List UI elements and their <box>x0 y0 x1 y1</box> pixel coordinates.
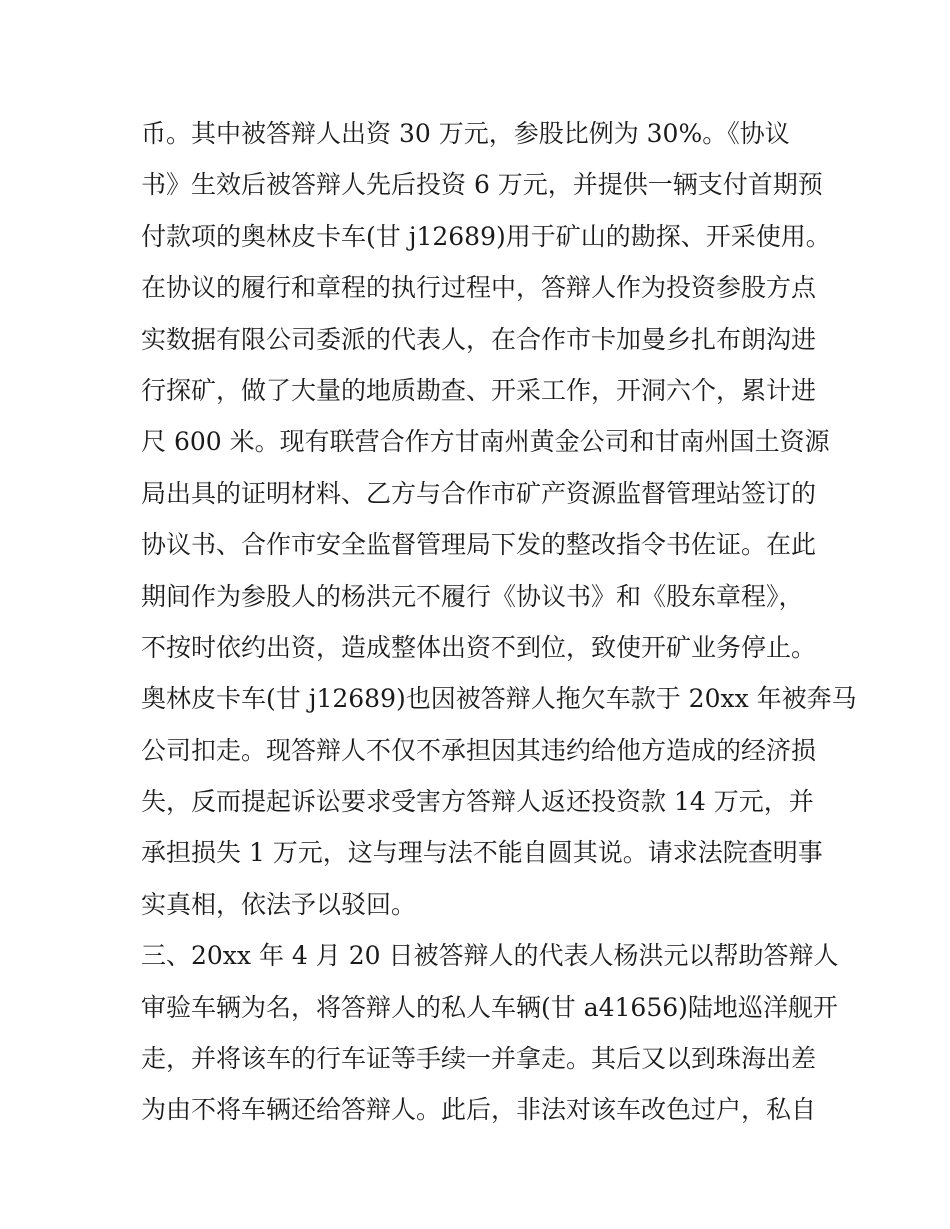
text-line: 币。其中被答辩人出资 30 万元，参股比例为 30%。《协议 <box>141 119 790 148</box>
text-line: 局出具的证明材料、乙方与合作市矿产资源监督管理站签订的 <box>141 478 817 508</box>
text-line: 审验车辆为名，将答辩人的私人车辆(甘 a41656)陆地巡洋舰开 <box>141 992 838 1022</box>
text-line: 三、20xx 年 4 月 20 日被答辩人的代表人杨洪元以帮助答辩人 <box>141 941 839 971</box>
text-line: 期间作为参股人的杨洪元不履行《协议书》和《股东章程》， <box>141 581 804 611</box>
text-line: 奥林皮卡车(甘 j12689)也因被答辩人拖欠车款于 20xx 年被奔马 <box>141 684 857 714</box>
text-line: 付款项的奥林皮卡车(甘 j12689)用于矿山的勘探、开采使用。 <box>141 221 831 251</box>
text-line: 承担损失 1 万元，这与理与法不能自圆其说。请求法院查明事 <box>141 838 823 868</box>
text-line: 尺 600 米。现有联营合作方甘南州黄金公司和甘南州国土资源 <box>141 427 830 457</box>
text-line: 行探矿，做了大量的地质勘查、开采工作，开洞六个，累计进 <box>141 375 817 405</box>
text-line: 走，并将该车的行车证等手续一并拿走。其后又以到珠海出差 <box>141 1044 817 1074</box>
text-line: 为由不将车辆还给答辩人。此后，非法对该车改色过户，私自 <box>141 1095 817 1125</box>
text-line: 书》生效后被答辩人先后投资 6 万元，并提供一辆支付首期预 <box>141 170 823 200</box>
document-body <box>141 108 857 1136</box>
text-line: 实数据有限公司委派的代表人，在合作市卡加曼乡扎布朗沟进 <box>141 324 817 354</box>
text-line: 实真相，依法予以驳回。 <box>141 889 417 919</box>
text-line: 协议书、合作市安全监督管理局下发的整改指令书佐证。在此 <box>141 530 817 560</box>
text-line: 公司扣走。现答辩人不仅不承担因其违约给他方造成的经济损 <box>141 735 817 765</box>
text-line: 不按时依约出资，造成整体出资不到位，致使开矿业务停止。 <box>141 632 817 662</box>
text-line: 失，反而提起诉讼要求受害方答辩人返还投资款 14 万元，并 <box>141 787 814 817</box>
text-line: 在协议的履行和章程的执行过程中，答辩人作为投资参股方点 <box>141 273 817 303</box>
